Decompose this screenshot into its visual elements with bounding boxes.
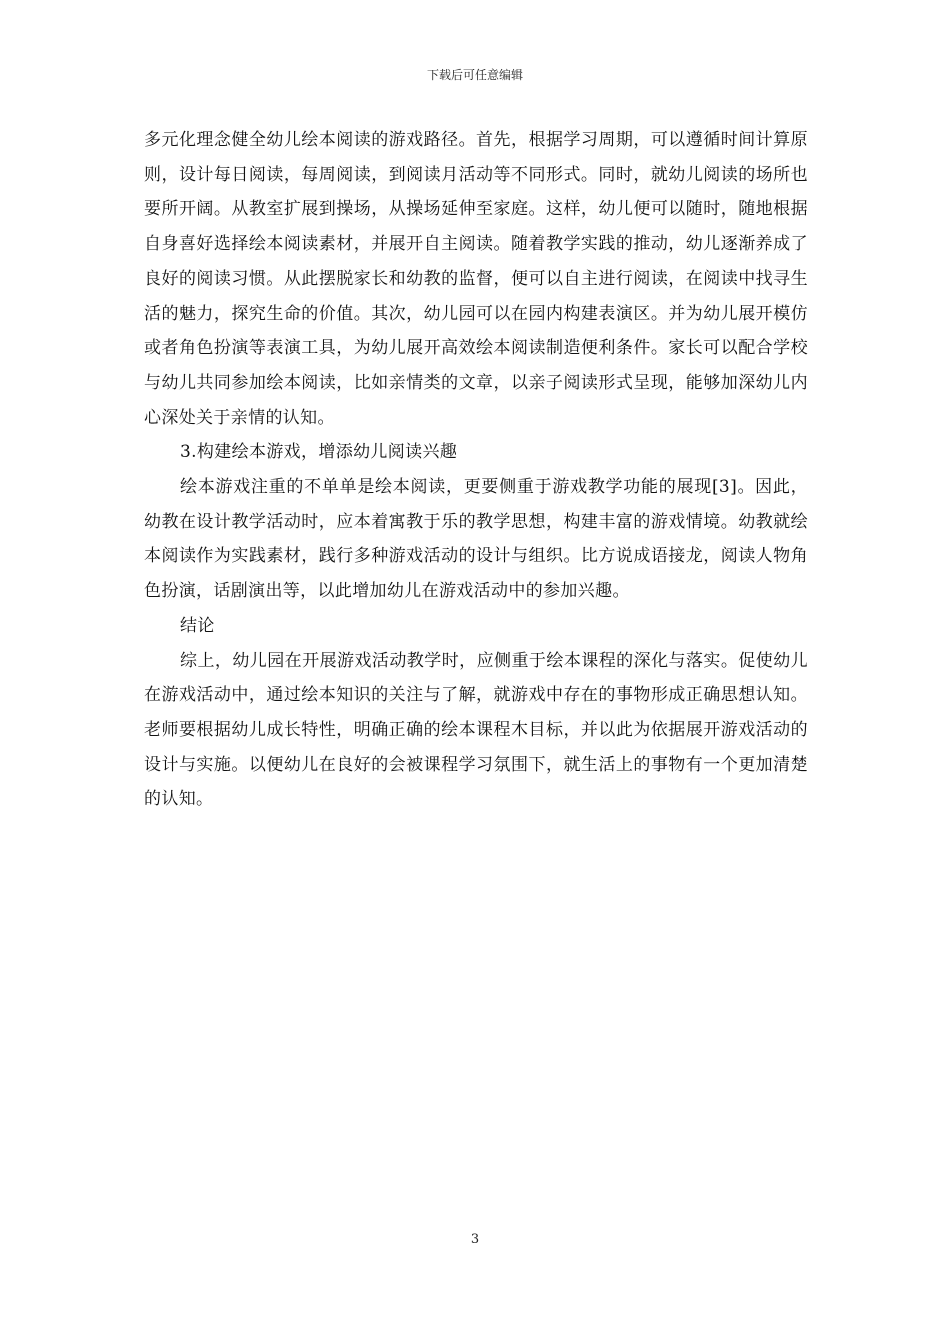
page-header-note: 下载后可任意编辑 <box>426 68 523 82</box>
section-heading-picture-book-games: 3.构建绘本游戏，增添幼儿阅读兴趣 <box>180 442 458 463</box>
paragraph-game-paths: 多元化理念健全幼儿绘本阅读的游戏路径。首先，根据学习周期，可以遵循时间计算原则，设计每日阅读，每周阅读，到阅读月活动等不同形式。同时，就幼儿阅读的场所也要所开阔。从教室扩展到操场，从操场延伸至家庭。这样，幼儿便可以随时，随地根据自身喜好选择绘本阅读素材，并展开自主阅读。随着教学实践的推动，幼儿逐渐养成了良好的阅读习惯。从此摆脱家长和幼教的监督，便可以自主进行阅读，在阅读中找寻生活的魅力，探究生命的价值。其次，幼儿园可以在园内构建表演区。并为幼儿展开模仿或者角色扮演等表演工具，为幼儿展开高效绘本阅读制造便利条件。家长可以配合学校与幼儿共同参加绘本阅读，比如亲情类的文章，以亲子阅读形式呈现，能够加深幼儿内心深处关于亲情的认知。 <box>144 130 808 428</box>
section-heading-conclusion: 结论 <box>180 615 215 636</box>
page-number: 3 <box>470 1232 480 1247</box>
paragraph-picture-book-games: 绘本游戏注重的不单单是绘本阅读，更要侧重于游戏教学功能的展现[3]。因此，幼教在设计教学活动时，应本着寓教于乐的教学思想，构建丰富的游戏情境。幼教就绘本阅读作为实践素材，践行多种游戏活动的设计与组织。比方说成语接龙，阅读人物角色扮演，话剧演出等，以此增加幼儿在游戏活动中的参加兴趣。 <box>144 477 808 602</box>
document-body <box>144 123 808 817</box>
paragraph-conclusion: 综上，幼儿园在开展游戏活动教学时，应侧重于绘本课程的深化与落实。促使幼儿在游戏活动中，通过绘本知识的关注与了解，就游戏中存在的事物形成正确思想认知。老师要根据幼儿成长特性，明确正确的绘本课程木目标，并以此为依据展开游戏活动的设计与实施。以便幼儿在良好的会被课程学习氛围下，就生活上的事物有一个更加清楚的认知。 <box>144 650 808 810</box>
